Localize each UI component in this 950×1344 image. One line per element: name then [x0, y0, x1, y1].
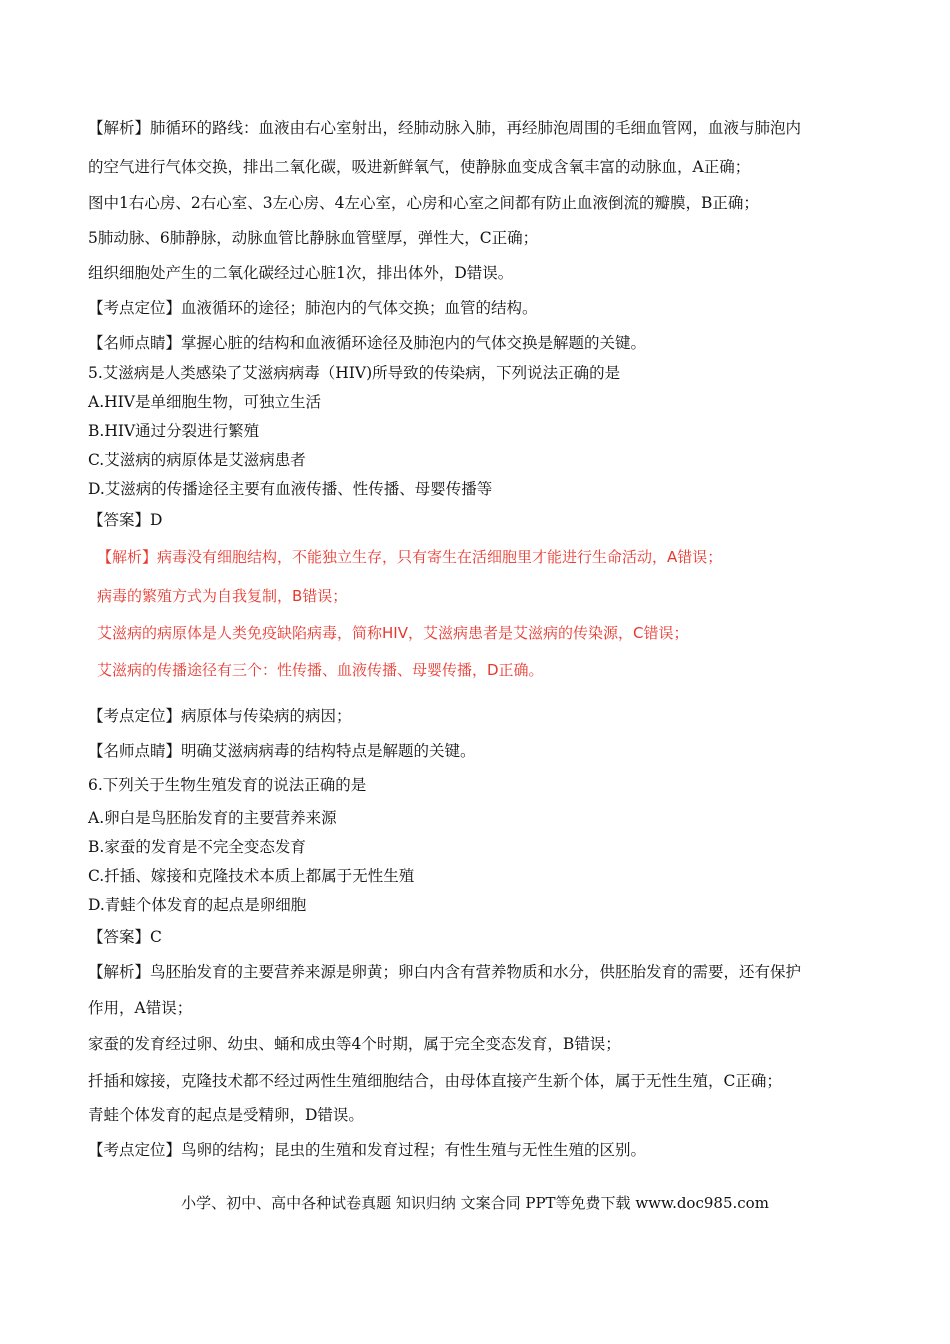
text-line: 【考点定位】病原体与传染病的病因；	[88, 707, 352, 725]
text-line: 【解析】鸟胚胎发育的主要营养来源是卵黄；卵白内含有营养物质和水分，供胚胎发育的需要，还有保护	[88, 963, 802, 981]
text-line: D.青蛙个体发育的起点是卵细胞	[88, 896, 307, 914]
text-line: 艾滋病的病原体是人类免疫缺陷病毒，简称HIV，艾滋病患者是艾滋病的传染源，C错误；	[97, 624, 689, 642]
text-line: 【考点定位】鸟卵的结构；昆虫的生殖和发育过程；有性生殖与无性生殖的区别。	[88, 1141, 647, 1159]
text-line: 5.艾滋病是人类感染了艾滋病病毒（HIV)所导致的传染病，下列说法正确的是	[88, 364, 621, 382]
text-line: 【名师点睛】明确艾滋病病毒的结构特点是解题的关键。	[88, 742, 476, 760]
text-line: 病毒的繁殖方式为自我复制，B错误；	[97, 587, 348, 605]
text-line: B.家蚕的发育是不完全变态发育	[88, 838, 306, 856]
text-line: 艾滋病的传播途径有三个：性传播、血液传播、母婴传播，D正确。	[97, 661, 544, 679]
text-line: 青蛙个体发育的起点是受精卵，D错误。	[88, 1106, 364, 1124]
text-line: 【解析】肺循环的路线：血液由右心室射出，经肺动脉入肺，再经肺泡周围的毛细血管网，血液与肺泡内	[88, 119, 802, 137]
text-line: 图中1右心房、2右心室、3左心房、4左心室，心房和心室之间都有防止血液倒流的瓣膜，B正确；	[88, 194, 759, 212]
text-line: 的空气进行气体交换，排出二氧化碳，吸进新鲜氧气，使静脉血变成含氧丰富的动脉血，A正确；	[88, 158, 751, 176]
text-line: C.艾滋病的病原体是艾滋病患者	[88, 451, 306, 469]
text-line: 扦插和嫁接，克隆技术都不经过两性生殖细胞结合，由母体直接产生新个体，属于无性生殖，C正确；	[88, 1072, 782, 1090]
text-line: 【答案】D	[88, 511, 163, 529]
text-line: 【名师点睛】掌握心脏的结构和血液循环途径及肺泡内的气体交换是解题的关键。	[88, 334, 647, 352]
text-line: 【解析】病毒没有细胞结构，不能独立生存，只有寄生在活细胞里才能进行生命活动，A错误；	[97, 548, 723, 566]
text-line: D.艾滋病的传播途径主要有血液传播、性传播、母婴传播等	[88, 480, 493, 498]
text-line: 【考点定位】血液循环的途径；肺泡内的气体交换；血管的结构。	[88, 299, 538, 317]
text-line: 组织细胞处产生的二氧化碳经过心脏1次，排出体外，D错误。	[88, 264, 514, 282]
text-line: A.卵白是鸟胚胎发育的主要营养来源	[88, 809, 337, 827]
text-line: 5肺动脉、6肺静脉，动脉血管比静脉血管壁厚，弹性大，C正确；	[88, 229, 539, 247]
text-line: 作用，A错误；	[88, 999, 193, 1017]
text-line: 【答案】C	[88, 928, 162, 946]
footer: 小学、初中、高中各种试卷真题 知识归纳 文案合同 PPT等免费下载 www.doc985.com	[181, 1194, 769, 1212]
text-line: 家蚕的发育经过卵、幼虫、蛹和成虫等4个时期，属于完全变态发育，B错误；	[88, 1035, 621, 1053]
text-line: C.扦插、嫁接和克隆技术本质上都属于无性生殖	[88, 867, 415, 885]
text-line: 6.下列关于生物生殖发育的说法正确的是	[88, 776, 367, 794]
text-line: A.HIV是单细胞生物，可独立生活	[88, 393, 321, 411]
text-line: B.HIV通过分裂进行繁殖	[88, 422, 260, 440]
